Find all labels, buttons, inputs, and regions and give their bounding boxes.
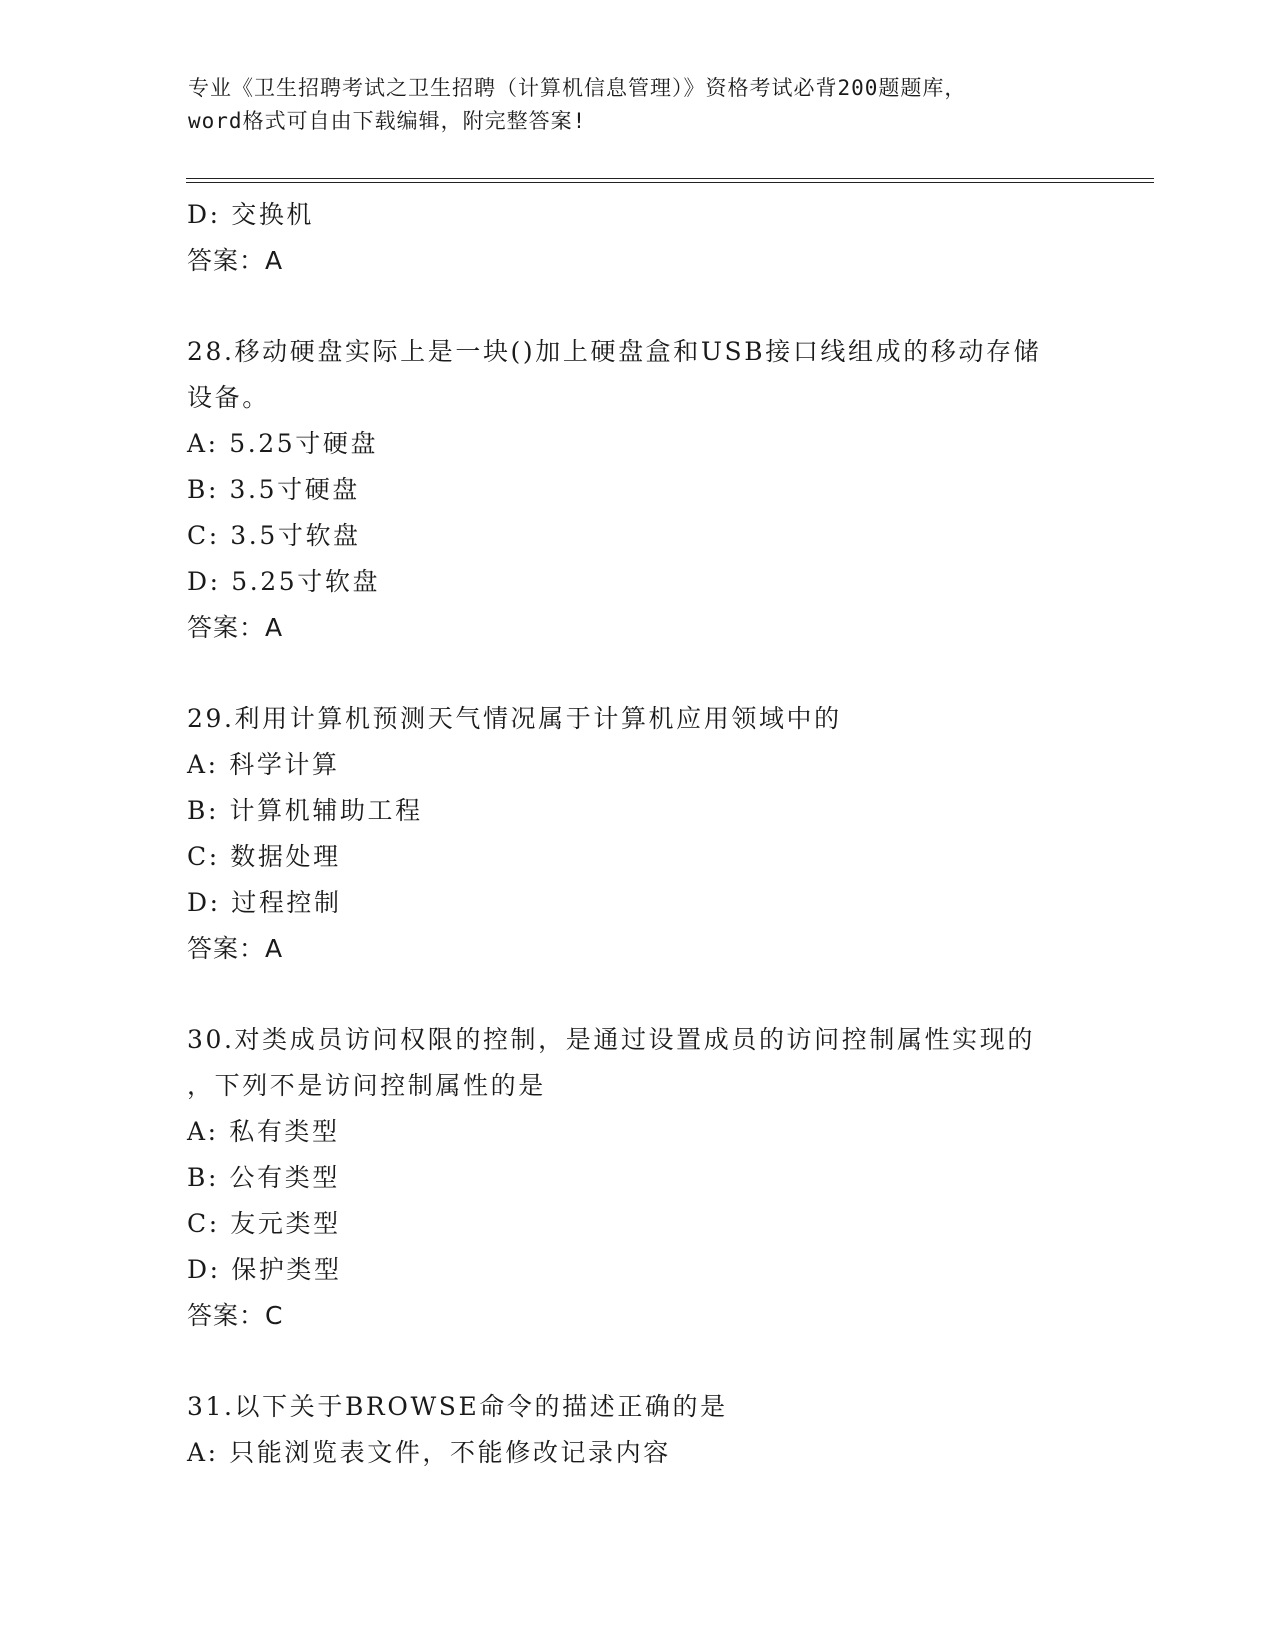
spacer — [187, 651, 1147, 696]
question-stem: 31.以下关于BROWSE命令的描述正确的是 — [187, 1392, 728, 1421]
header-title-line-2: word格式可自由下载编辑，附完整答案! — [188, 109, 587, 133]
question-28 — [187, 329, 1147, 651]
spacer — [187, 972, 1147, 1017]
option-a: A: 科学计算 — [187, 750, 340, 779]
question-stem-continued: ，下列不是访问控制属性的是 — [187, 1071, 546, 1100]
option-b: B: 计算机辅助工程 — [187, 796, 423, 825]
option-d: D: 5.25寸软盘 — [187, 567, 381, 596]
question-list — [187, 192, 1147, 1476]
question-30 — [187, 1017, 1147, 1339]
answer-line: 答案：C — [187, 1301, 284, 1330]
question-stem: 30.对类成员访问权限的控制，是通过设置成员的访问控制属性实现的 — [187, 1025, 1035, 1054]
question-stem: 28.移动硬盘实际上是一块()加上硬盘盒和USB接口线组成的移动存储 — [187, 337, 1042, 366]
header-double-rule — [186, 178, 1154, 183]
question-27-tail — [187, 192, 1147, 284]
option-d: D: 过程控制 — [187, 888, 342, 917]
question-29 — [187, 696, 1147, 972]
question-stem-continued: 设备。 — [187, 383, 270, 412]
option-c: C: 数据处理 — [187, 842, 341, 871]
answer-line: 答案：A — [187, 934, 284, 963]
question-31 — [187, 1384, 1147, 1476]
document-header — [188, 72, 1088, 138]
header-title-line-1: 专业《卫生招聘考试之卫生招聘（计算机信息管理）》资格考试必背200题题库， — [188, 76, 967, 100]
spacer — [187, 284, 1147, 329]
option-c: C: 友元类型 — [187, 1209, 341, 1238]
option-d: D: 保护类型 — [187, 1255, 342, 1284]
option-b: B: 公有类型 — [187, 1163, 340, 1192]
option-c: C: 3.5寸软盘 — [187, 521, 361, 550]
spacer — [187, 1339, 1147, 1384]
answer-line: 答案：A — [187, 246, 284, 275]
option-a: A: 只能浏览表文件，不能修改记录内容 — [187, 1438, 671, 1467]
option-a: A: 5.25寸硬盘 — [187, 429, 379, 458]
option-d: D: 交换机 — [187, 200, 315, 229]
answer-line: 答案：A — [187, 613, 284, 642]
question-stem: 29.利用计算机预测天气情况属于计算机应用领域中的 — [187, 704, 842, 733]
option-a: A: 私有类型 — [187, 1117, 340, 1146]
option-b: B: 3.5寸硬盘 — [187, 475, 360, 504]
